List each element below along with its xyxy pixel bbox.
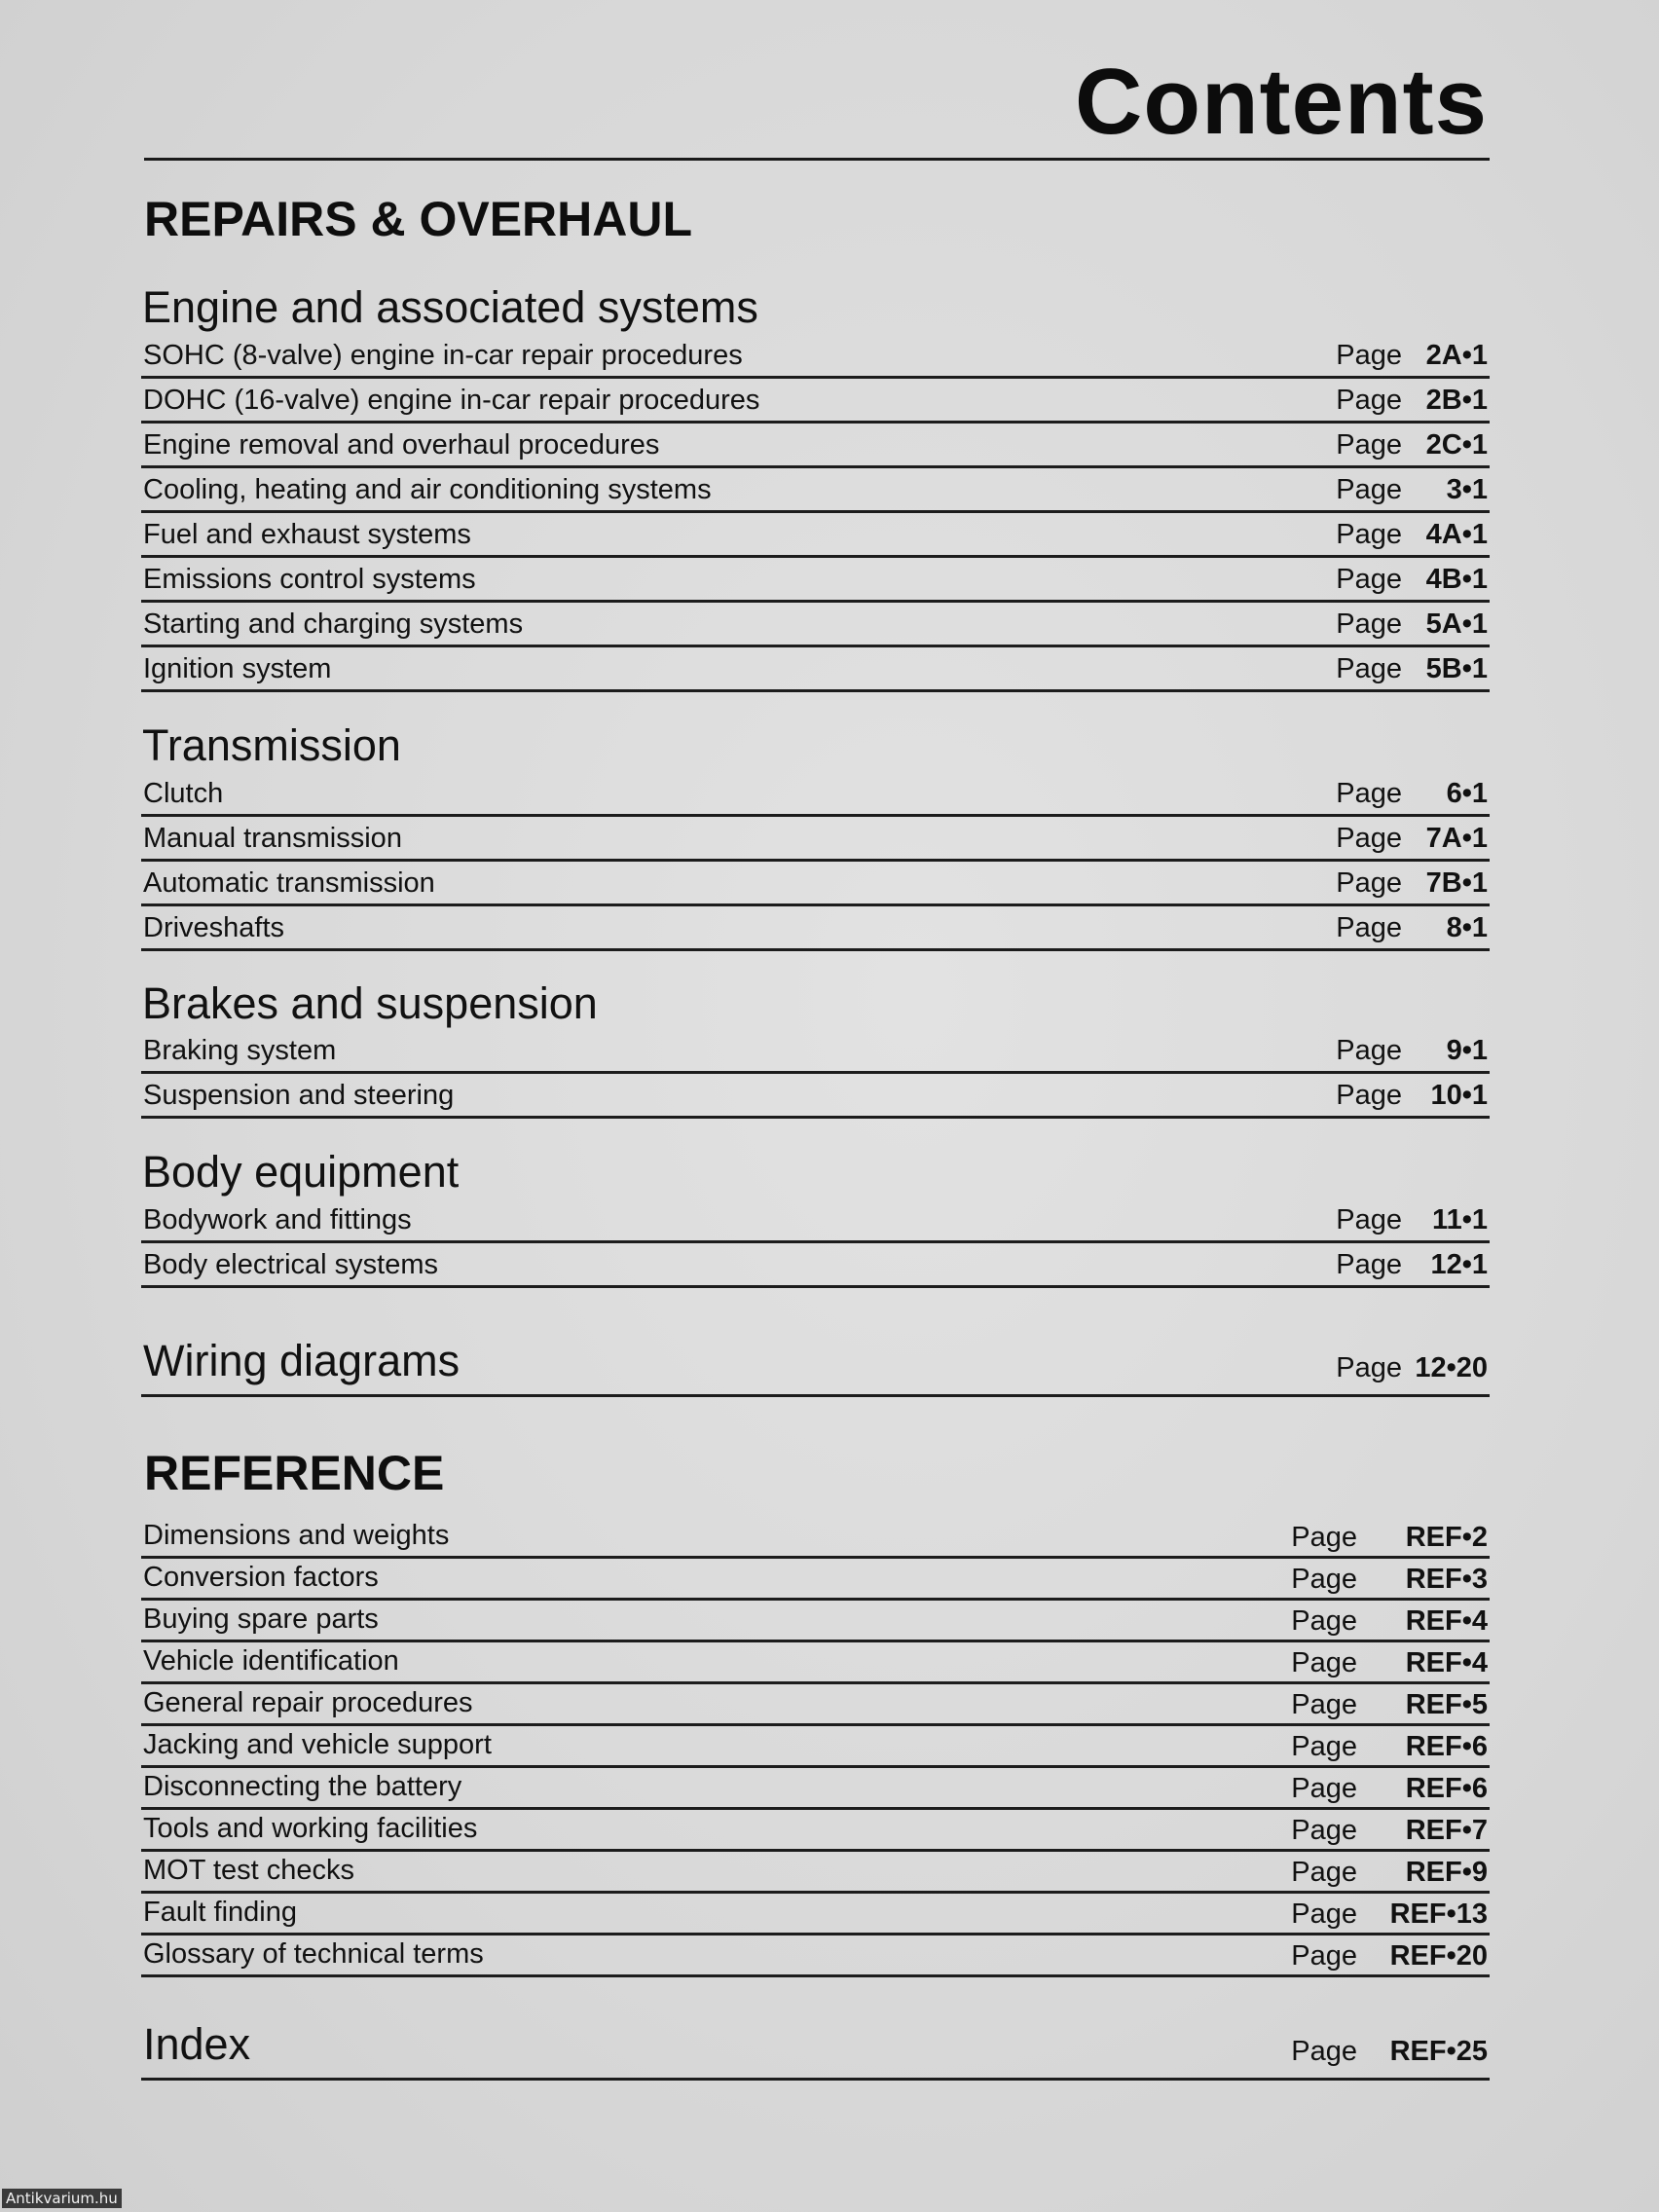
page-word: Page [1336,1204,1402,1235]
page-number: 7A•1 [1425,823,1488,854]
page-number: 2A•1 [1425,340,1488,371]
page-number: REF•6 [1405,1773,1488,1804]
page-word: Page [1336,778,1402,809]
page-number: REF•20 [1389,1940,1488,1972]
entry-label: Suspension and steering [143,1080,455,1111]
page-number: REF•6 [1405,1731,1488,1762]
toc-entry[interactable] [141,421,1490,468]
toc-entry[interactable] [141,1196,1490,1243]
page-number: REF•2 [1405,1522,1488,1553]
toc-entry[interactable] [141,1891,1490,1936]
toc-entry[interactable] [141,1765,1490,1810]
page-word: Page [1291,1731,1357,1762]
entry-label: Fuel and exhaust systems [143,519,471,550]
page-number: 5B•1 [1425,653,1488,684]
toc-entry[interactable] [141,1556,1490,1601]
toc-entry[interactable] [141,859,1490,906]
entry-label: Tools and working facilities [143,1813,478,1844]
page-word: Page [1336,519,1402,550]
entry-label: Cooling, heating and air conditioning systems [143,474,712,505]
toc-entry[interactable] [141,465,1490,513]
page-word: Page [1291,1899,1357,1930]
page-word: Page [1291,1773,1357,1804]
entry-label: Driveshafts [143,912,285,943]
page-number: REF•4 [1405,1605,1488,1637]
entry-label: Conversion factors [143,1562,379,1593]
page-number: 3•1 [1446,474,1488,505]
repairs-heading: REPAIRS & OVERHAUL [144,192,693,246]
entry-label: Buying spare parts [143,1604,379,1635]
page-word: Page [1291,1564,1357,1595]
reference-heading: REFERENCE [144,1446,445,1500]
page-number: 5A•1 [1425,608,1488,640]
page-number: 2C•1 [1425,429,1488,461]
page-word: Page [1336,823,1402,854]
page-number: 2B•1 [1425,385,1488,416]
toc-entry[interactable] [141,1514,1490,1559]
toc-entry[interactable] [141,769,1490,817]
page-word: Page [1291,1647,1357,1678]
entry-label: Braking system [143,1035,337,1066]
page-number: REF•13 [1389,1899,1488,1930]
page-word: Page [1336,429,1402,461]
entry-label: Engine removal and overhaul procedures [143,429,660,461]
entry-label: Fault finding [143,1897,297,1928]
page-number: 12•20 [1415,1352,1488,1383]
page-word: Page [1336,1035,1402,1066]
entry-label: Disconnecting the battery [143,1771,462,1802]
toc-entry[interactable] [141,1598,1490,1642]
toc-entry-index[interactable] [141,2011,1490,2081]
toc-entry[interactable] [141,903,1490,951]
entry-label: Body electrical systems [143,1249,438,1280]
page-word: Page [1336,1080,1402,1111]
page-number: 12•1 [1430,1249,1488,1280]
toc-entry[interactable] [141,1807,1490,1852]
title-rule [144,158,1490,161]
toc-entry[interactable] [141,1723,1490,1768]
section-heading-transmission: Transmission [142,720,401,770]
section-heading-engine: Engine and associated systems [142,282,758,332]
entry-label: Wiring diagrams [143,1336,461,1385]
toc-entry-wiring[interactable] [141,1328,1490,1397]
toc-entry[interactable] [141,510,1490,558]
entry-label: Clutch [143,778,224,809]
toc-entry[interactable] [141,555,1490,603]
toc-entry[interactable] [141,600,1490,647]
page-word: Page [1291,1940,1357,1972]
page-number: REF•7 [1405,1815,1488,1846]
watermark-label: Antikvarium.hu [2,2189,122,2208]
page-number: 9•1 [1446,1035,1488,1066]
page-number: REF•4 [1405,1647,1488,1678]
toc-entry[interactable] [141,1240,1490,1288]
entry-label: SOHC (8-valve) engine in-car repair procedures [143,340,743,371]
entry-label: Vehicle identification [143,1645,399,1677]
section-heading-brakes: Brakes and suspension [142,978,598,1028]
page-number: REF•25 [1389,2036,1488,2067]
page-word: Page [1336,653,1402,684]
page-word: Page [1291,1605,1357,1637]
entry-label: Dimensions and weights [143,1520,450,1551]
entry-label: Starting and charging systems [143,608,524,640]
page-number: 8•1 [1446,912,1488,943]
page-word: Page [1291,1689,1357,1720]
page-word: Page [1336,608,1402,640]
toc-entry[interactable] [141,376,1490,424]
toc-entry[interactable] [141,814,1490,862]
page-word: Page [1336,385,1402,416]
page-word: Page [1336,1352,1402,1383]
page-number: REF•3 [1405,1564,1488,1595]
entry-label: Manual transmission [143,823,402,854]
page-number: 4B•1 [1425,564,1488,595]
page-word: Page [1291,1857,1357,1888]
entry-label: Jacking and vehicle support [143,1729,492,1760]
page-number: 11•1 [1432,1204,1488,1235]
page-word: Page [1336,474,1402,505]
page-number: 10•1 [1430,1080,1488,1111]
entry-label: DOHC (16-valve) engine in-car repair procedures [143,385,760,416]
entry-label: Bodywork and fittings [143,1204,412,1235]
toc-entry[interactable] [141,645,1490,692]
page-title: Contents [1075,50,1488,154]
page-number: REF•9 [1405,1857,1488,1888]
toc-entry[interactable] [141,1681,1490,1726]
page-word: Page [1336,564,1402,595]
toc-entry[interactable] [141,1640,1490,1684]
page-number: 7B•1 [1425,867,1488,899]
entry-label: Index [143,2019,251,2069]
page-number: 6•1 [1446,778,1488,809]
page-word: Page [1291,1522,1357,1553]
toc-entry[interactable] [141,1849,1490,1894]
toc-entry[interactable] [141,1071,1490,1119]
page-word: Page [1336,912,1402,943]
toc-entry[interactable] [141,331,1490,379]
entry-label: Ignition system [143,653,332,684]
page-word: Page [1336,1249,1402,1280]
page-word: Page [1336,867,1402,899]
page-word: Page [1291,2036,1357,2067]
entry-label: General repair procedures [143,1687,473,1718]
section-heading-body: Body equipment [142,1147,460,1197]
page-number: 4A•1 [1425,519,1488,550]
toc-entry[interactable] [141,1933,1490,1977]
page-word: Page [1291,1815,1357,1846]
toc-entry[interactable] [141,1026,1490,1074]
entry-label: Glossary of technical terms [143,1938,484,1970]
page-word: Page [1336,340,1402,371]
entry-label: MOT test checks [143,1855,355,1886]
entry-label: Automatic transmission [143,867,435,899]
page-number: REF•5 [1405,1689,1488,1720]
entry-label: Emissions control systems [143,564,476,595]
